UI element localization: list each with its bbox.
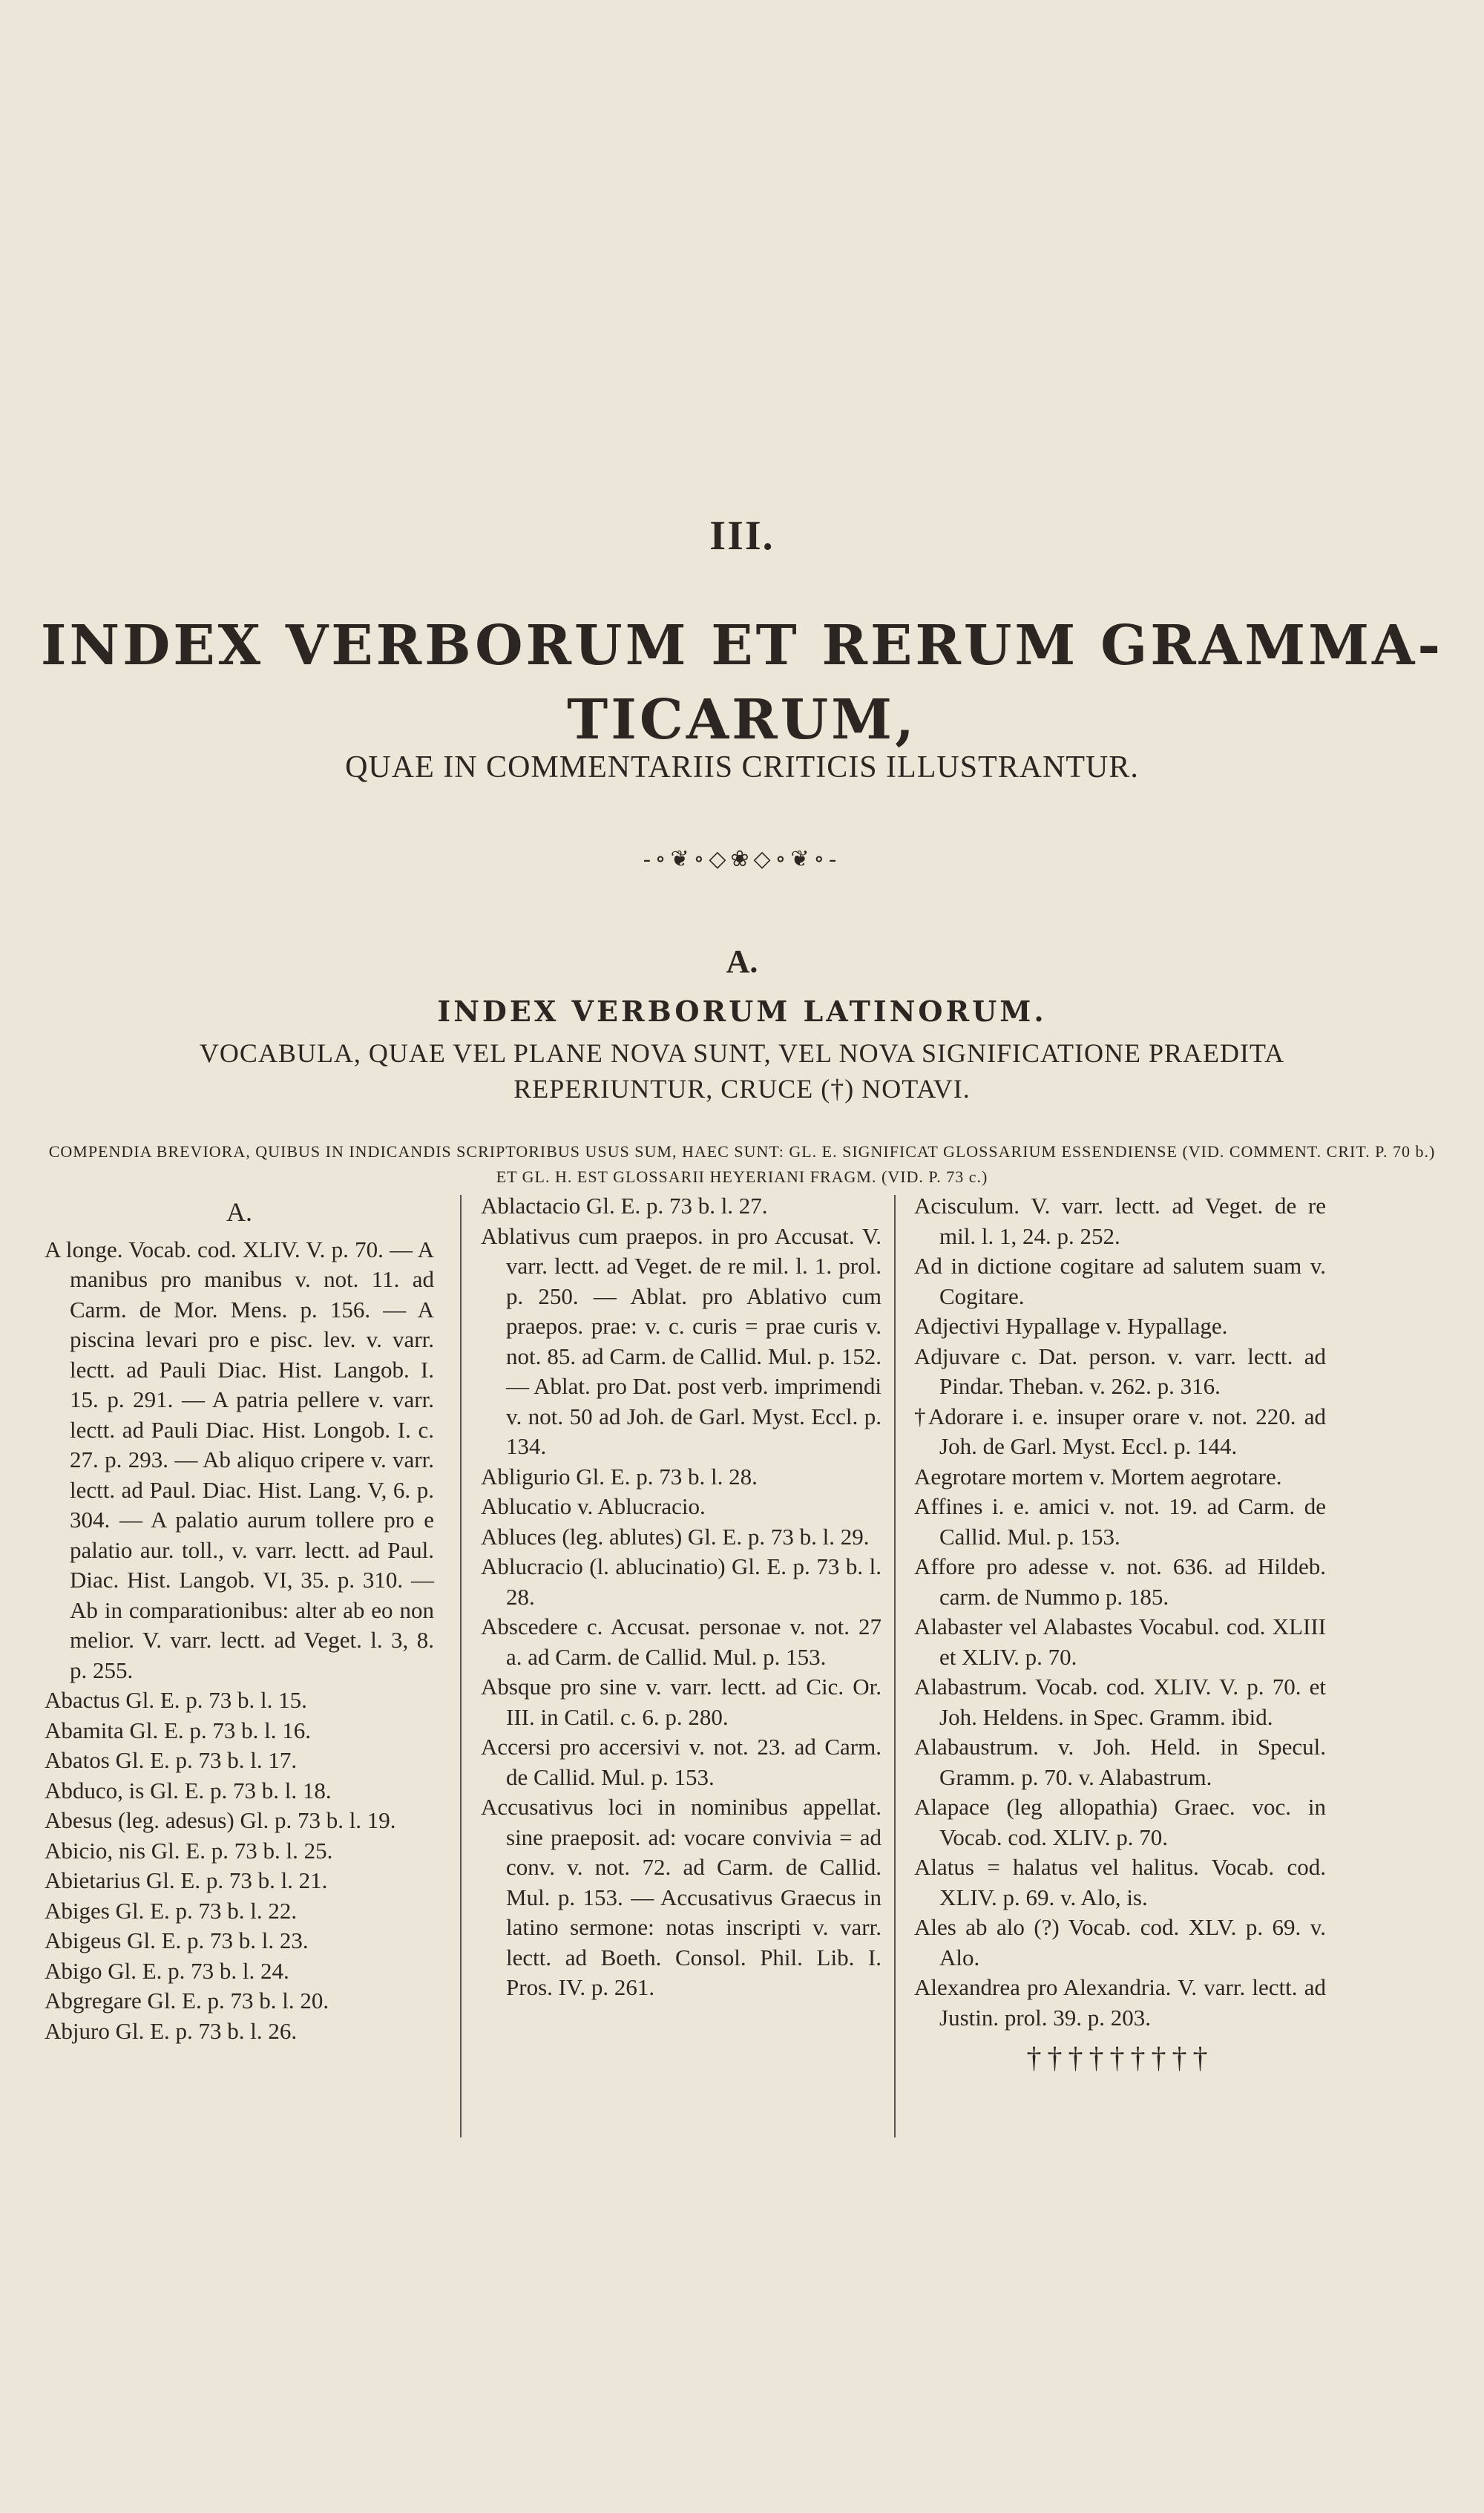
index-entry: Ablucatio v. Ablucracio. xyxy=(481,1493,706,1519)
index-entry: Aegrotare mortem v. Mortem aegrotare. xyxy=(914,1463,1282,1490)
index-entry: Alapace (leg allopathia) Graec. voc. in Vocab. cod. XLIV. p. 70. xyxy=(914,1794,1326,1850)
index-entry: Alabaustrum. v. Joh. Held. in Specul. Gramm. p. 70. v. Alabastrum. xyxy=(914,1734,1326,1790)
index-entry: Adjectivi Hypallage v. Hypallage. xyxy=(914,1313,1228,1339)
index-entry: Affines i. e. amici v. not. 19. ad Carm. de Callid. Mul. p. 153. xyxy=(914,1493,1326,1550)
index-column-1 xyxy=(45,1191,434,2046)
title-line-2: TICARUM, xyxy=(567,688,917,752)
index-entry: Alabaster vel Alabastes Vocabul. cod. XLIII et XLIV. p. 70. xyxy=(914,1613,1326,1670)
column-divider xyxy=(460,1195,462,2137)
column-divider xyxy=(894,1195,896,2137)
index-entry: †Adorare i. e. insuper orare v. not. 220. ad Joh. de Garl. Myst. Eccl. p. 144. xyxy=(914,1403,1326,1459)
index-entry: Abactus Gl. E. p. 73 b. l. 15. xyxy=(45,1687,307,1713)
page-subtitle: QUAE IN COMMENTARIIS CRITICIS ILLUSTRANTUR. xyxy=(345,750,1139,784)
entry-list xyxy=(481,1191,881,2003)
index-entry: Alatus = halatus vel halitus. Vocab. cod. XLIV. p. 69. v. Alo, is. xyxy=(914,1854,1326,1910)
index-entry: A longe. Vocab. cod. XLIV. V. p. 70. — A manibus pro manibus v. not. 11. ad Carm. de Mor. Mens. p. 156. — A piscina levari pro e pisc. lev. v. varr. lectt. ad Pauli Diac. Hist. Langob. I. 15. p. 291. — A patria pellere v. varr. lectt. ad Pauli Diac. Hist. Longob. I. c. 27. p. 293. — Ab aliquo cripere v. varr. lectt. ad Paul. Diac. Hist. Lang. V, 6. p. 304. — A palatio aurum tollere pro e palatio aur. toll., v. varr. lectt. ad Paul. Diac. Hist. Langob. VI, 35. p. 310. — Ab in comparationibus: alter ab eo non melior. V. varr. lectt. ad Veget. l. 3, 8. p. 255. xyxy=(45,1236,434,1683)
index-entry: Alexandrea pro Alexandria. V. varr. lectt. ad Justin. prol. 39. p. 203. xyxy=(914,1974,1326,2031)
index-entry: Abigeus Gl. E. p. 73 b. l. 23. xyxy=(45,1927,309,1953)
title-line-1: INDEX VERBORUM ET RERUM GRAMMA- xyxy=(40,614,1444,678)
index-entry: Abamita Gl. E. p. 73 b. l. 16. xyxy=(45,1717,312,1743)
index-entry: Ablactacio Gl. E. p. 73 b. l. 27. xyxy=(481,1193,768,1219)
page-title xyxy=(0,609,1484,757)
index-entry: Alabastrum. Vocab. cod. XLIV. V. p. 70. et Joh. Heldens. in Spec. Gramm. ibid. xyxy=(914,1674,1326,1730)
end-crosses: ††††††††† xyxy=(1026,2041,1214,2074)
section-subtitle: VOCABULA, QUAE VEL PLANE NOVA SUNT, VEL NOVA SIGNIFICATIONE PRAEDITA REPERIUNTUR, CRUCE (†) NOTAVI. xyxy=(199,1038,1285,1104)
entry-list xyxy=(914,1191,1326,2033)
index-entry: Abscedere c. Accusat. personae v. not. 27 a. ad Carm. de Callid. Mul. p. 153. xyxy=(481,1613,881,1670)
index-entry: Abiges Gl. E. p. 73 b. l. 22. xyxy=(45,1897,298,1924)
entry-list xyxy=(45,1235,434,2047)
index-entry: Abluces (leg. ablutes) Gl. E. p. 73 b. l. 29. xyxy=(481,1523,870,1550)
index-entry: Abjuro Gl. E. p. 73 b. l. 26. xyxy=(45,2017,298,2044)
section-title: INDEX VERBORUM LATINORUM. xyxy=(437,995,1047,1028)
column-letter: A. xyxy=(226,1197,252,1227)
index-entry: Abligurio Gl. E. p. 73 b. l. 28. xyxy=(481,1463,758,1490)
abbreviations-note: COMPENDIA BREVIORA, QUIBUS IN INDICANDIS SCRIPTORIBUS USUS SUM, HAEC SUNT: GL. E. SIGNIFICAT GLOSSARIUM ESSENDIENSE (VID. COMMENT. CRIT. P. 70 b.) ET GL. H. EST GLOSSARII HEYERIANI FRAGM. (VID. P. 73 c.) xyxy=(48,1142,1436,1186)
index-entry: Abicio, nis Gl. E. p. 73 b. l. 25. xyxy=(45,1837,333,1864)
index-entry: Acisculum. V. varr. lectt. ad Veget. de re mil. l. 1, 24. p. 252. xyxy=(914,1193,1326,1249)
index-entry: Abietarius Gl. E. p. 73 b. l. 21. xyxy=(45,1867,328,1893)
index-entry: Ad in dictione cogitare ad salutem suam v. Cogitare. xyxy=(914,1253,1326,1309)
index-entry: Abesus (leg. adesus) Gl. p. 73 b. l. 19. xyxy=(45,1807,396,1833)
index-entry: Affore pro adesse v. not. 636. ad Hildeb. carm. de Nummo p. 185. xyxy=(914,1553,1326,1610)
index-entry: Absque pro sine v. varr. lectt. ad Cic. Or. III. in Catil. c. 6. p. 280. xyxy=(481,1674,881,1730)
index-entry: Abgregare Gl. E. p. 73 b. l. 20. xyxy=(45,1988,329,2014)
index-entry: Accusativus loci in nominibus appellat. sine praeposit. ad: vocare convivia = ad conv. v. not. 72. ad Carm. de Callid. Mul. p. 153. — Accusativus Graecus in latino sermone: notas inscripti v. varr. lectt. ad Boeth. Consol. Phil. Lib. I. Pros. IV. p. 261. xyxy=(481,1794,881,2000)
index-entry: Ablucracio (l. ablucinatio) Gl. E. p. 73 b. l. 28. xyxy=(481,1553,881,1610)
index-entry: Ales ab alo (?) Vocab. cod. XLV. p. 69. v. Alo. xyxy=(914,1914,1326,1970)
index-column-2 xyxy=(481,1191,881,2003)
index-entry: Abigo Gl. E. p. 73 b. l. 24. xyxy=(45,1957,289,1984)
index-entry: Abatos Gl. E. p. 73 b. l. 17. xyxy=(45,1747,298,1773)
index-entry: Ablativus cum praepos. in pro Accusat. V. varr. lectt. ad Veget. de re mil. l. 1. prol. p. 250. — Ablat. pro Ablativo cum praepos. prae: v. c. curis = prae curis v. not. 85. ad Carm. de Callid. Mul. p. 152. — Ablat. pro Dat. post verb. imprimendi v. not. 50 ad Joh. de Garl. Myst. Eccl. p. 134. xyxy=(481,1222,881,1459)
index-entry: Adjuvare c. Dat. person. v. varr. lectt. ad Pindar. Theban. v. 262. p. 316. xyxy=(914,1343,1326,1399)
index-entry: Accersi pro accersivi v. not. 23. ad Carm. de Callid. Mul. p. 153. xyxy=(481,1734,881,1790)
index-entry: Abduco, is Gl. E. p. 73 b. l. 18. xyxy=(45,1777,332,1803)
section-letter: A. xyxy=(726,943,758,980)
chapter-number: III. xyxy=(709,513,775,559)
ornament-divider: -∘❦∘◇❀◇∘❦∘- xyxy=(643,847,841,871)
index-column-3 xyxy=(914,1191,1326,2074)
